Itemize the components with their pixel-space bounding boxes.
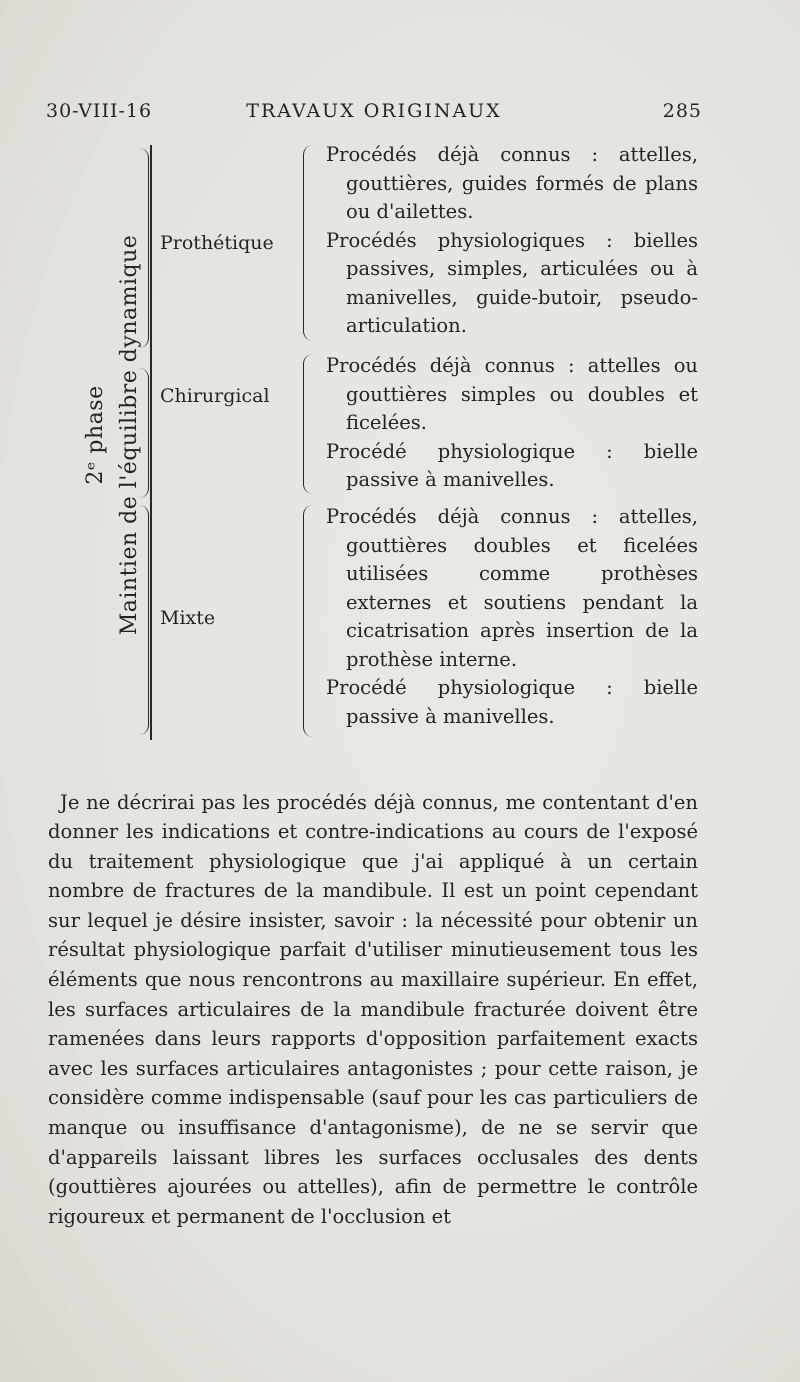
item-chirurgical-2: Procédé physiologique : bielle passive à manivelles. (326, 439, 698, 491)
item-prothetique-2: Procédés physiologiques : bielles passives, simples, articulées ou à manivelles, guide-butoir, pseudo-articulation. (326, 228, 698, 337)
header-title: TRAVAUX ORIGINAUX (246, 100, 502, 122)
brace-chirurgical (118, 368, 149, 498)
running-header (46, 100, 702, 130)
brace-items-prothetique (303, 145, 318, 341)
group-label-mixte: Mixte (160, 607, 216, 629)
brace-items-mixte (303, 505, 318, 737)
body-paragraph: Je ne décrirai pas les procédés déjà connus, me contentant d'en donner les indications et contre-indications au cours de l'exposé du traitement physiologique que j'ai appliqué à un certain nombre de fractures de la mandibule. Il est un point cependant sur lequel je désire insister, savoir : la nécessité pour obtenir un résultat physiologique parfait d'utiliser minutieusement tous les éléments que nous rencontrons au maxillaire supérieur. En effet, les surfaces articulaires de la mandibule fracturée doivent être ramenées dans leurs rapports d'opposition parfaitement exacts avec les surfaces articulaires antagonistes ; pour cette raison, je considère comme indispensable (sauf pour les cas particuliers de manque ou insuffisance d'antagonisme), de ne se servir que d'appareils laissant libres les surfaces occlusales des dents (gouttières ajourées ou attelles), afin de permettre le contrôle rigoureux et permanent de l'occlusion et (48, 790, 698, 1228)
brace-mixte (118, 505, 149, 735)
items-mixte (326, 503, 698, 731)
page-number: 285 (662, 100, 702, 122)
item-chirurgical-1: Procédés déjà connus : attelles ou gouttières simples ou doubles et ficelées. (326, 354, 698, 434)
item-mixte-2: Procédé physiologique : bielle passive à manivelles. (326, 676, 698, 728)
item-prothetique-1: Procédés déjà connus : attelles, gouttières, guides formés de plans ou d'ailettes. (326, 143, 698, 223)
items-chirurgical (326, 352, 698, 495)
vertical-heading-phase: 2ᵉ phase (83, 385, 108, 485)
brace-items-chirurgical (303, 354, 318, 494)
item-mixte-1: Procédés déjà connus : attelles, gouttières doubles et ficelées utilisées comme prothèses externes et soutiens pendant la cicatrisation après insertion de la prothèse interne. (326, 505, 698, 671)
vertical-heading-text: Maintien de l'équilibre dynamique (117, 234, 142, 636)
main-brace (150, 145, 152, 740)
header-date: 30-VIII-16 (46, 100, 153, 122)
group-label-prothetique: Prothétique (160, 232, 274, 254)
group-label-chirurgical: Chirurgical (160, 385, 270, 407)
brace-prothetique (118, 148, 149, 348)
items-prothetique (326, 141, 698, 341)
